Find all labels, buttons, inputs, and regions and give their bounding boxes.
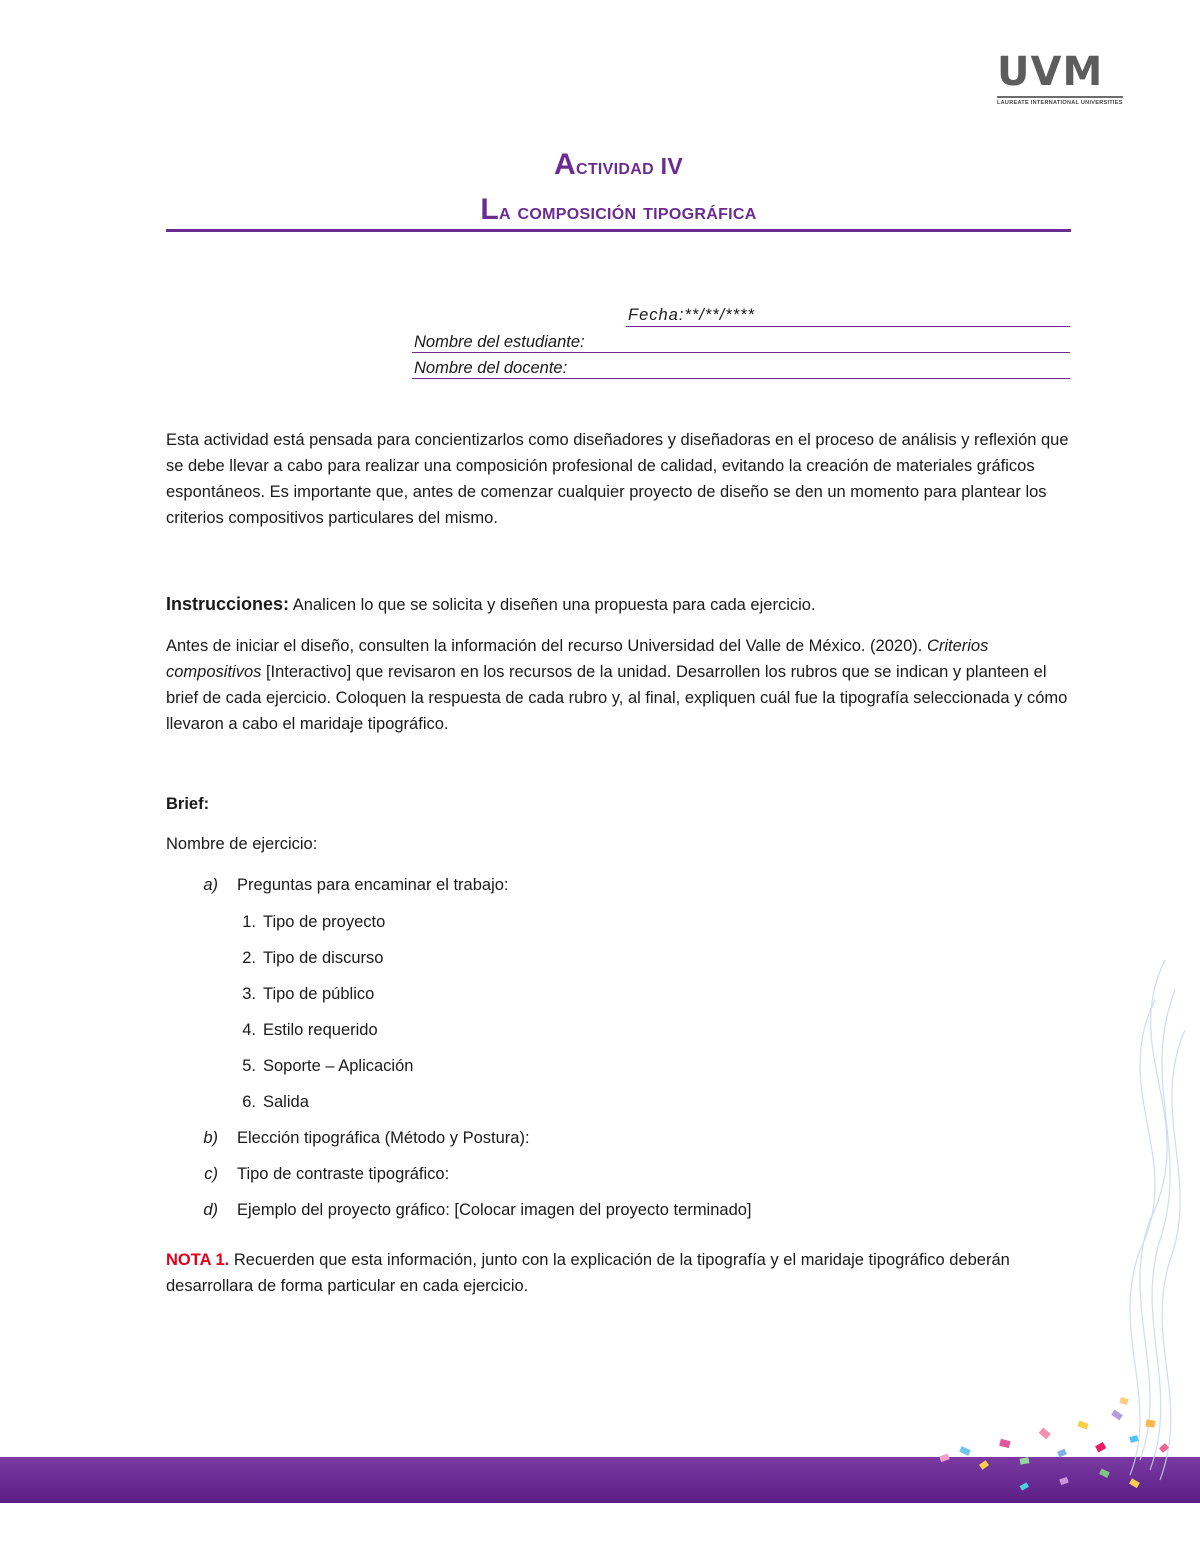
note-paragraph: NOTA 1. Recuerden que esta información, junto con la explicación de la tipografía y el maridaje tipográfico deberán desarrollara de forma particular en cada ejercicio.: [166, 1251, 1010, 1295]
title-line-2: La composición tipográfica: [480, 193, 757, 226]
instructions-line: Instrucciones: Analicen lo que se solicita y diseñen una propuesta para cada ejercicio.: [166, 594, 816, 614]
note-label: NOTA 1.: [166, 1251, 230, 1269]
title-line-1: Actividad IV: [554, 148, 683, 181]
document-title: [166, 143, 1071, 233]
brief-heading: Brief:: [166, 795, 210, 813]
footer-band: [0, 1457, 1200, 1503]
instructions-paragraph: Antes de iniciar el diseño, consulten la información del recurso Universidad del Valle de México. (2020). Criterios compositivos [Interactivo] que revisaron en los recursos de la unidad. Desarrollen los rubros que se indican y planteen el brief de cada ejercicio. Coloquen la respuesta de cada rubro y, al final, expliquen cuál fue la tipografía seleccionada y cómo llevaron a cabo el maridaje tipográfico.: [166, 637, 1068, 733]
student-name-field[interactable]: Nombre del estudiante:: [412, 327, 1070, 353]
exercise-name-label: Nombre de ejercicio:: [166, 835, 318, 853]
teacher-name-field[interactable]: Nombre del docente:: [412, 353, 1070, 379]
logo-subtitle: LAUREATE INTERNATIONAL UNIVERSITIES: [997, 96, 1123, 106]
title-divider: [166, 229, 1071, 232]
uvm-logo: [997, 49, 1123, 110]
instructions-label: Instrucciones:: [166, 594, 290, 614]
header-form: [412, 300, 1070, 379]
intro-paragraph: Esta actividad está pensada para concientizarlos como diseñadores y diseñadoras en el proceso de análisis y reflexión que se debe llevar a cabo para realizar una composición profesional de calidad, evitando la creación de materiales gráficos espontáneos. Es importante que, antes de comenzar cualquier proyecto de diseño se den un momento para plantear los criterios compositivos particulares del mismo.: [166, 431, 1069, 527]
logo-brand: UVM: [997, 49, 1104, 95]
date-field[interactable]: Fecha:**/**/****: [626, 300, 1070, 327]
